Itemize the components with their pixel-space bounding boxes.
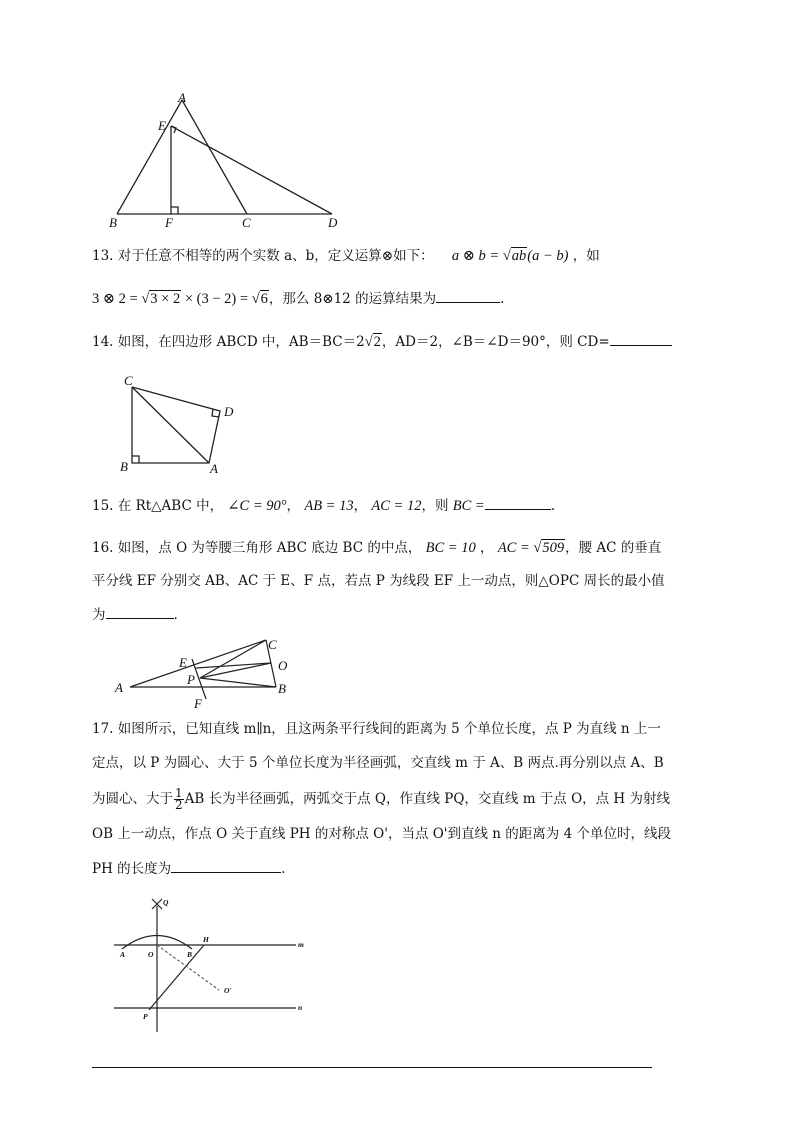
- label-d: D: [328, 215, 338, 230]
- side-ac-lhs: AC =: [497, 540, 534, 556]
- radicand: 3 × 2: [150, 291, 181, 307]
- question-text: 为圆心、大于: [92, 791, 173, 807]
- question-17-line-3: [92, 788, 670, 811]
- label-m: m: [298, 940, 304, 949]
- example-lhs: 3 ⊗ 2 =: [92, 291, 142, 307]
- answer-blank[interactable]: [436, 288, 500, 303]
- question-text: 如图，在四边形 ABCD 中，AB＝BC＝2: [117, 334, 365, 350]
- question-14-line-1: [92, 331, 672, 352]
- question-text: OB 上一动点，作点 O 关于直线 PH 的对称点 O'，当点 O'到直线 n 的距离为 4 个单位时，线段: [92, 826, 671, 842]
- question-text: 如图，点 O 为等腰三角形 ABC 底边 BC 的中点，: [117, 540, 422, 556]
- label-o: O: [278, 658, 288, 673]
- label-f: F: [165, 215, 173, 230]
- question-13-line-1: [92, 246, 600, 266]
- question-17-line-1: [92, 719, 661, 739]
- period: .: [281, 861, 286, 877]
- question-number: 16.: [92, 540, 114, 556]
- separator: ，: [480, 540, 494, 556]
- question-text: ，腰 AC 的垂直: [565, 540, 662, 556]
- side-ac: AC = √509: [497, 540, 565, 556]
- radicand: 6: [260, 291, 268, 307]
- question-text: 如图所示，已知直线 m∥n，且这两条平行线间的距离为 5 个单位长度，点 P 为直线 n 上一: [117, 721, 661, 737]
- question-text: 定点，以 P 为圆心、大于 5 个单位长度为半径画弧，交直线 m 于 A、B 两点.再分别以点 A、B: [92, 755, 664, 771]
- answer-blank[interactable]: [610, 331, 672, 346]
- fraction-denominator: 2: [175, 798, 183, 812]
- fraction-one-half: [174, 788, 184, 811]
- side-bc: BC =: [452, 498, 485, 514]
- label-p: P: [143, 1012, 148, 1021]
- figure-quadrilateral-abcd: [112, 370, 252, 478]
- radicand: ab: [511, 248, 527, 264]
- label-d: D: [224, 404, 234, 419]
- side-ac: AC = 12: [371, 498, 422, 514]
- radicand: 2: [373, 334, 381, 350]
- question-text: 为: [92, 607, 106, 623]
- right-angle-mark-f: [171, 207, 178, 214]
- footer-rule: [92, 1067, 652, 1068]
- question-16-line-1: [92, 538, 661, 558]
- question-17-line-4: [92, 824, 671, 844]
- label-f: F: [194, 696, 202, 711]
- question-text: 平分线 EF 分别交 AB、AC 于 E、F 点，若点 P 为线段 EF 上一动点，则△OPC 周长的最小值: [92, 573, 665, 589]
- period: .: [500, 291, 505, 307]
- label-b: B: [120, 459, 128, 474]
- example-mid: × (3 − 2) =: [181, 291, 252, 307]
- question-text: 对于任意不相等的两个实数 a、b，定义运算⊗如下：: [117, 248, 434, 264]
- label-b: B: [278, 681, 286, 696]
- label-n: n: [298, 1003, 303, 1012]
- label-c: C: [268, 637, 277, 652]
- fraction-numerator: 1: [175, 786, 183, 800]
- separator: ，: [286, 498, 301, 514]
- example-formula: 3 ⊗ 2 = √3 × 2 × (3 − 2) = √6: [92, 291, 268, 307]
- label-h: H: [203, 935, 209, 944]
- segment-pb: [200, 678, 276, 687]
- label-c: C: [124, 373, 133, 388]
- formula-rest: (a − b): [527, 248, 569, 264]
- question-text: PH 的长度为: [92, 861, 172, 877]
- question-number: 15.: [92, 498, 114, 514]
- question-text: ，那么 8⊗12 的运算结果为: [268, 291, 437, 307]
- diagonal-ca: [132, 387, 209, 463]
- answer-blank[interactable]: [485, 495, 551, 510]
- formula-lhs: a ⊗ b =: [451, 248, 503, 264]
- question-16-line-2: [92, 571, 665, 591]
- question-number: 13.: [92, 248, 114, 264]
- label-c: C: [242, 215, 251, 230]
- label-e: E: [158, 118, 166, 133]
- definition-formula: a ⊗ b = √ab(a − b): [451, 248, 569, 264]
- question-17-line-5: [92, 858, 285, 879]
- label-b: B: [187, 950, 193, 959]
- label-p: P: [187, 672, 195, 687]
- label-a: A: [120, 950, 126, 959]
- radicand: 509: [542, 540, 565, 556]
- question-17-line-2: [92, 753, 664, 773]
- answer-blank[interactable]: [106, 604, 174, 619]
- angle-c: ∠C = 90°: [227, 498, 287, 514]
- label-b: B: [109, 215, 117, 230]
- question-number: 17.: [92, 721, 114, 737]
- question-text: 在 Rt△ABC 中，: [117, 498, 224, 514]
- segment-ac: [182, 100, 247, 214]
- question-16-line-3: [92, 604, 178, 625]
- question-15-line-1: [92, 495, 555, 516]
- figure-triangle-abcd: [100, 88, 360, 238]
- right-angle-mark-b: [132, 456, 139, 463]
- quadrilateral-outline: [132, 387, 220, 463]
- period: .: [173, 607, 178, 623]
- label-q: Q: [163, 898, 169, 907]
- question-text: ，则: [421, 498, 449, 514]
- question-text: ，AD＝2，∠B＝∠D＝90°，则 CD=: [381, 334, 610, 350]
- label-a: A: [210, 461, 218, 476]
- label-o: O: [148, 950, 154, 959]
- side-ab: AB = 13: [304, 498, 354, 514]
- question-number: 14.: [92, 334, 114, 350]
- label-a: A: [115, 680, 123, 695]
- figure-isosceles-triangle: [108, 632, 308, 712]
- question-text: AB 长为半径画弧，两弧交于点 Q，作直线 PQ，交直线 m 于点 O，点 H 为射线: [184, 791, 671, 807]
- sqrt-expression: √2: [364, 334, 381, 350]
- segment-ed: [171, 126, 332, 214]
- label-e: E: [179, 655, 187, 670]
- answer-blank[interactable]: [171, 858, 281, 873]
- separator: ，: [353, 498, 368, 514]
- side-bc: BC = 10: [425, 540, 476, 556]
- segment-ac: [130, 640, 266, 687]
- segment-ba: [117, 100, 182, 214]
- figure-parallel-lines-construction: [108, 892, 318, 1038]
- label-a: A: [178, 90, 186, 105]
- label-o-prime: O': [224, 986, 232, 995]
- question-text: ，如: [572, 248, 600, 264]
- question-13-line-2: [92, 288, 504, 309]
- period: .: [550, 498, 556, 514]
